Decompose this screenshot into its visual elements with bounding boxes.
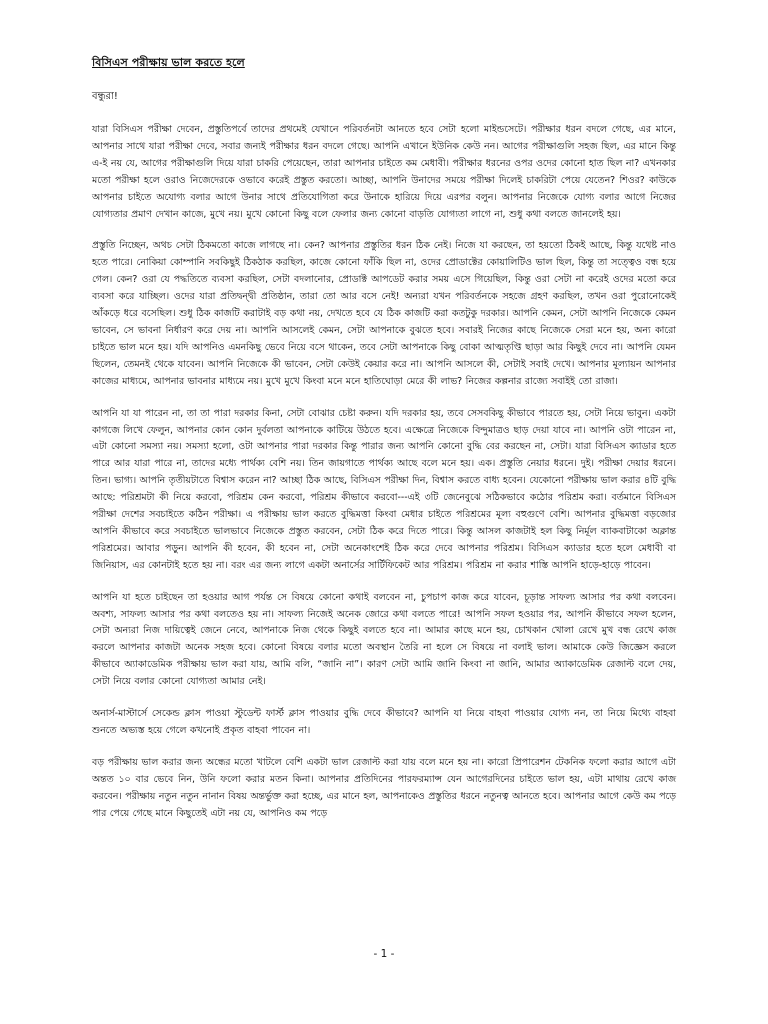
paragraph: প্রস্তুতি নিচ্ছেন, অথচ সেটা ঠিকমতো কাজে লাগছে না। কেন? আপনার প্রস্তুতির ধরন ঠিক নেই। নিজে যা করছেন, তা হয়তো ঠিকই আছে, কিন্তু যথেষ্ট নাও হতে পারে। নোকিয়া কোম্পানি সবকিছুই ঠিকঠাক করছিল, কাজে কোনো ফাঁকি ছিল না, ওদের প্রোডাক্টের কোয়ালিটিও ভাল ছিল, কিন্তু তা সত্ত্বেও বন্ধ হয়ে গেল। কেন? ওরা যে পদ্ধতিতে ব্যবসা করছিল, সেটা বদলানোর, প্রোডাক্ট আপডেট করার সময় এসে গিয়েছিল, কিন্তু ওরা সেটা না করেই ওদের মতো করে ব্যবসা করে যাচ্ছিল। ওদের যারা প্রতিদ্বন্দ্বী প্রতিষ্ঠান, তারা তো আর বসে নেই! অন্যরা যখন পরিবর্তনকে সহজে গ্রহণ করছিল, তখন ওরা পুরোনোকেই আঁকড়ে ধরে বসেছিল। শুধু ঠিক কাজটি করাটাই বড় কথা নয়, দেখতে হবে যে ঠিক কাজটি করা কতটুকু দরকার। আপনি কেমন, সেটা আপনি নিজেকে কেমন ভাবেন, সে ভাবনা নির্ধারণ করে দেয় না। আপনি আসলেই কেমন, সেটা আপনাকে বুঝতে হবে। সবারই নিজের কাছে নিজেকে সেরা মনে হয়, অন্য কারো চাইতে ভাল মনে হয়। যদি আপনিও এমনকিছু ভেবে নিয়ে বসে থাকেন, তবে সেটা আপনাকে কিছু বোকা আত্মতৃপ্তি ছাড়া আর কিছুই দেবে না। আপনি যেমন ছিলেন, তেমনই থেকে যাবেন। আপনি নিজেকে কী ভাবেন, সেটা কেউই কেয়ার করে না। আপনি আসলে কী, সেটাই সবাই দেখে। আপনার মূল্যায়ন আপনার কাজের মাধ্যমে, আপনার ভাবনার মাধ্যমে নয়। মুখে মুখে কিংবা মনে মনে হাতিঘোড়া মেরে কী লাভ? নিজের কল্পনার রাজ্যে সবাইই তো রাজা।	[92, 240, 676, 387]
paragraph: আপনি যা হতে চাইছেন তা হওয়ার আগ পর্যন্ত সে বিষয়ে কোনো কথাই বলবেন না, চুপচাপ কাজ করে যাবেন, চূড়ান্ত সাফল্য আসার পর কথা বলবেন। অবশ্য, সাফল্য আসার পর কথা বলতেও হয় না। সাফল্য নিজেই অনেক জোরে কথা বলতে পারে! আপনি সফল হওয়ার পর, আপনি কীভাবে সফল হলেন, সেটা অন্যরা নিজ দায়িত্বেই জেনে নেবে, আপনাকে নিজ থেকে কিছুই বলতে হবে না। আমার কাছে মনে হয়, চোখকান খোলা রেখে মুখ বন্ধ রেখে কাজ করলে আপনার কাজটা অনেক সহজ হবে। কোনো বিষয়ে বলার মতো অবস্থান তৈরি না হলে সে বিষয়ে না বলাই ভাল। আমাকে কেউ জিজ্ঞেস করলে কীভাবে অ্যাকাডেমিক পরীক্ষায় ভাল করা যায়, আমি বলি, “জানি না”। কারণ সেটা আমি জানি কিংবা না জানি, আমার অ্যাকাডেমিক রেজাল্ট বলে দেয়, সেটা নিয়ে বলার কোনো যোগ্যতা আমার নেই।	[92, 591, 676, 688]
paragraph: যারা বিসিএস পরীক্ষা দেবেন, প্রস্তুতিপর্বে তাদের প্রথমেই যেখানে পরিবর্তনটা আনতে হবে সেটা হলো মাইন্ডসেটে। পরীক্ষার ধরন বদলে গেছে, এর মানে, আপনার সাথে যারা পরীক্ষা দেবে, সবার জন্যই পরীক্ষার ধরন বদলে গেছে। আপনি এখানে ইউনিক কেউ নন। আগের পরীক্ষাগুলি সহজ ছিল, এর মানে কিন্তু এ-ই নয় যে, আগের পরীক্ষাগুলি দিয়ে যারা চাকরি পেয়েছেন, তারা আপনার চাইতে কম মেধাবী। পরীক্ষার ধরনের ওপর ওদের কোনো হাত ছিল না? এখনকার মতো পরীক্ষা হলে ওরাও নিজেদেরকে ওভাবে করেই প্রস্তুত করতো। আচ্ছা, আপনি উনাদের সময়ে পরীক্ষা দিলেই চাকরিটা পেয়ে যেতেন? শিওর? কাউকে আপনার চাইতে অযোগ্য বলার আগে উনার সাথে প্রতিযোগিতা করে উনাকে হারিয়ে দিয়ে এরপর বলুন। আপনার নিজেকে যোগ্য বলার আগে নিজের যোগ্যতার প্রমাণ দেখান কাজে, মুখে নয়। মুখে কোনো কিছু বলে ফেলার জন্য কোনো বাড়তি যোগ্যতা লাগে না, শুধু কথা বলতে জানলেই হয়।	[92, 124, 676, 220]
page-number: - 1 -	[373, 948, 395, 960]
paragraph: অনার্স-মাস্টার্সে সেকেন্ড ক্লাস পাওয়া স্টুডেন্ট ফার্স্ট ক্লাস পাওয়ার বুদ্ধি দেবে কীভাবে? আপনি যা নিয়ে বাহবা পাওয়ার যোগ্য নন, তা নিয়ে মিথ্যে বাহবা শুনতে অভ্যস্ত হয়ে গেলে কখনোই প্রকৃত বাহবা পাবেন না।	[92, 708, 676, 736]
paragraph: বড় পরীক্ষায় ভাল করার জন্য অন্ধের মতো খাটলে বেশি একটা ভাল রেজাল্ট করা যায় বলে মনে হয় না। কারো প্রিপারেশন টেকনিক ফলো করার আগে এটা অন্তত ১০ বার ভেবে নিন, উনি ফলো করার মতন কিনা। আপনার প্রতিদিনের পারফরম্যান্স যেন আগেরদিনের চাইতে ভাল হয়, এটা মাথায় রেখে কাজ করবেন। পরীক্ষায় নতুন নতুন নানান বিষয় অন্তর্ভুক্ত করা হচ্ছে, এর মানে হল, আপনাকেও প্রস্তুতির ধরনে নতুনত্ব আনতে হবে। আপনার আগে কেউ কম পড়ে পার পেয়ে গেছে মানে কিছুতেই এটা নয় যে, আপনিও কম পড়ে	[92, 756, 676, 819]
paragraph: আপনি যা যা পারেন না, তা তা পারা দরকার কিনা, সেটা বোঝার চেষ্টা করুন। যদি দরকার হয়, তবে সেসবকিছু কীভাবে পারতে হয়, সেটা নিয়ে ভাবুন। একটা কাগজে লিখে ফেলুন, আপনার কোন কোন দুর্বলতা আপনাকে কাটিয়ে উঠতে হবে। এক্ষেত্রে নিজেকে বিন্দুমাত্রও ছাড় দেয়া যাবে না। আপনি ওটা পারেন না, এটা কোনো সমস্যা নয়। সমস্যা হলো, ওটা আপনার পারা দরকার কিন্তু পারার জন্য আপনি কোনো বুদ্ধি বের করছেন না, সেটা। যারা বিসিএস ক্যাডার হতে পারে আর যারা পারে না, তাদের মধ্যে পার্থক্য বেশি নয়। তিন জায়গাতে পার্থক্য আছে বলে মনে হয়। এক। প্রস্তুতি নেয়ার ধরনে। দুই। পরীক্ষা দেয়ার ধরনে। তিন। ভাগ্য। আপনি তৃতীয়টাতে বিশ্বাস করেন না? আচ্ছা ঠিক আছে, বিসিএস পরীক্ষা দিন, বিশ্বাস করতে বাধ্য হবেন। যেকোনো পরীক্ষায় ভাল করার ৪টি বুদ্ধি আছে: পরিশ্রমটা কী নিয়ে করবো, পরিশ্রম কেন করবো, পরিশ্রম কীভাবে করবো---এই ৩টি জেনেবুঝে সঠিকভাবে কঠোর পরিশ্রম করা। বর্তমানে বিসিএস পরীক্ষা দেশের সবচাইতে কঠিন পরীক্ষা। এ পরীক্ষায় ভাল করতে বুদ্ধিমত্তা কিংবা মেধার চাইতে পরিশ্রমের মূল্য বহুগুণে বেশি। আপনার বুদ্ধিমত্তা বড়জোর আপনি কীভাবে করে সবচাইতে ভালভাবে নিজেকে প্রস্তুত করবেন, সেটা ঠিক করে দিতে পারে। কিন্তু আসল কাজটাই হল কিছু নির্মূল ব্যাকবাটাকো অক্লান্ত পরিশ্রমের। আবার পড়ুন। আপনি কী হবেন, কী হবেন না, সেটা অনেকাংশেই ঠিক করে দেবে আপনার পরিশ্রম। বিসিএস ক্যাডার হতে হলে মেধাবী বা জিনিয়াস, এর কোনটাই হতে হয় না। বরং এর জন্য লাগে একটা অনার্সের সার্টিফিকেট আর পরিশ্রম। পরিশ্রম না করার শাস্তি আপনি হাড়ে-হাড়ে পাবেন।	[92, 407, 676, 571]
greeting: বন্ধুরা!	[92, 91, 118, 102]
document-title: বিসিএস পরীক্ষায় ভাল করতে হলে	[92, 56, 245, 69]
